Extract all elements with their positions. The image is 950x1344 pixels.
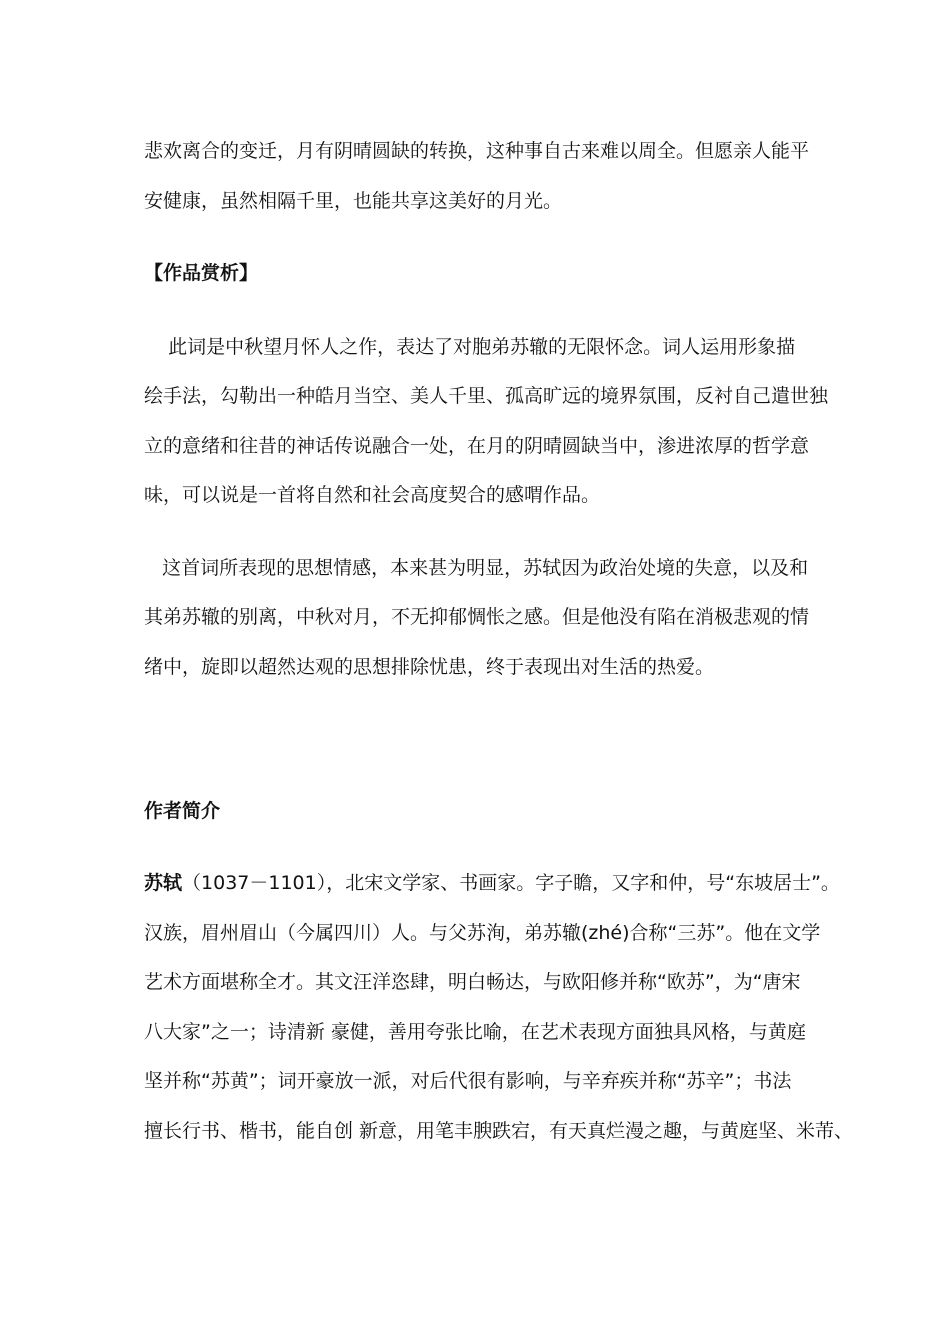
author-line-5: 坚并称“苏黄”；词开豪放一派，对后代很有影响，与辛弃疾并称“苏辛”；书法 xyxy=(144,1070,792,1092)
author-line-3: 艺术方面堪称全才。其文汪洋恣肆，明白畅达，与欧阳修并称“欧苏”，为“唐宋 xyxy=(144,971,801,993)
translation-line-1: 悲欢离合的变迁，月有阴晴圆缺的转换，这种事自古来难以周全。但愿亲人能平 xyxy=(144,140,810,162)
appreciation-p2-line-3: 绪中，旋即以超然达观的思想排除忧患，终于表现出对生活的热爱。 xyxy=(144,656,715,678)
appreciation-p1-line-1: 此词是中秋望月怀人之作，表达了对胞弟苏辙的无限怀念。词人运用形象描 xyxy=(144,336,796,358)
author-name: 苏轼 xyxy=(144,872,183,894)
appreciation-p2-line-1: 这首词所表现的思想情感，本来甚为明显，苏轼因为政治处境的失意，以及和 xyxy=(144,557,809,579)
author-line-6: 擅长行书、楷书，能自创 新意，用笔丰腴跌宕，有天真烂漫之趣，与黄庭坚、米芾、 xyxy=(144,1120,854,1142)
appreciation-p1-line-4: 味，可以说是一首将自然和社会高度契合的感喟作品。 xyxy=(144,484,601,506)
translation-line-2: 安健康，虽然相隔千里，也能共享这美好的月光。 xyxy=(144,190,563,212)
author-line-4: 八大家”之一；诗清新 豪健，善用夸张比喻，在艺术表现方面独具风格，与黄庭 xyxy=(144,1021,806,1043)
author-heading: 作者简介 xyxy=(144,800,221,822)
appreciation-p1-line-3: 立的意绪和往昔的神话传说融合一处，在月的阴晴圆缺当中，渗进浓厚的哲学意 xyxy=(144,435,810,457)
appreciation-heading: 【作品赏析】 xyxy=(144,262,259,284)
appreciation-p1-line-2: 绘手法，勾勒出一种皓月当空、美人千里、孤高旷远的境界氛围，反衬自己遣世独 xyxy=(144,385,829,407)
appreciation-p2-line-2: 其弟苏辙的别离，中秋对月，不无抑郁惆怅之感。但是他没有陷在消极悲观的情 xyxy=(144,606,810,628)
author-line-1-text: （1037－1101），北宋文学家、书画家。字子瞻，又字和仲，号“东坡居士”。 xyxy=(182,872,840,894)
author-line-2: 汉族，眉州眉山（今属四川）人。与父苏洵，弟苏辙(zhé)合称“三苏”。他在文学 xyxy=(144,922,821,944)
author-line-1 xyxy=(144,870,840,896)
